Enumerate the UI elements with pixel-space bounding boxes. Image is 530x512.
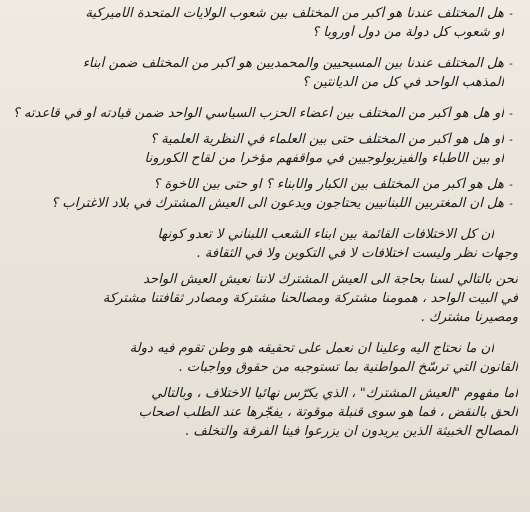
question-line-continuation [10, 23, 518, 42]
question-line [10, 130, 518, 149]
line-text: ان كل الاختلافات القائمة بين ابناء الشعب اللبناني لا تعدو كونها [157, 227, 494, 242]
bullet-dash: - [509, 7, 513, 20]
bullet-dash: - [509, 133, 513, 146]
line-text: أما مفهوم "العيش المشترك" ، الذي يكرّس نهائياً الاختلاف ، وبالتالي [151, 386, 518, 401]
line-text: القانون التي ترسّخ المواطنية بما تستوجبه من حقوق وواجبات . [178, 360, 518, 375]
line-text: في البيت الواحد ، همومنا مشتركة ومصالحنا مشتركة ومصادر ثقافتنا مشتركة [102, 291, 518, 306]
paragraph-line [10, 244, 518, 263]
line-text: ان ما نحتاج اليه وعلينا ان نعمل على تحقيقه هو وطن تقوم فيه دولة [129, 341, 494, 356]
line-text: هل المختلف عندنا هو أكبر من المختلف بين شعوب الولايات المتحدة الأميركية [85, 6, 504, 21]
question-line [10, 175, 518, 194]
line-text: المذهب الواحد في كل من الديانتين ؟ [301, 75, 504, 90]
line-text: أو هل هو أكبر من المختلف بين أعضاء الحزب السياسي الواحد ضمن قيادته أو في قاعدته ؟ [12, 106, 504, 121]
question-line [10, 4, 518, 23]
line-text: الحق بالنقض ، فما هو سوى قنبلة موقوتة ، يفجّرها عند الطلب أصحاب [138, 405, 518, 420]
bullet-dash: - [509, 178, 513, 191]
line-text: المصالح الخبيثة الذين يريدون ان يزرعوا فينا الفرقة والتخلف . [184, 424, 518, 439]
paragraph-line [10, 339, 518, 358]
question-line [10, 194, 518, 213]
line-text: او شعوب كل دولة من دول أوروبا ؟ [312, 25, 504, 40]
line-text: أو هل هو أكبر من المختلف حتى بين العلماء في النظرية العلمية ؟ [149, 132, 504, 147]
question-line [10, 104, 518, 123]
question-line-continuation [10, 149, 518, 168]
bullet-dash: - [509, 57, 513, 70]
paragraph-line [10, 289, 518, 308]
paragraph-line [10, 403, 518, 422]
question-line [10, 54, 518, 73]
line-text: ومصيرنا مشترك . [420, 310, 518, 325]
paragraph-line [10, 358, 518, 377]
line-text: هل المختلف عندنا بين المسيحيين والمحمديين هو أكبر من المختلف ضمن أبناء [82, 56, 504, 71]
bullet-dash: - [509, 197, 513, 210]
bullet-dash: - [509, 107, 513, 120]
line-text: هل هو أكبر من المختلف بين الكبار والأبناء ؟ او حتى بين الأخوة ؟ [153, 177, 504, 192]
line-text: او بين الأطباء والفيزيولوجيين في مواقفهم مؤخراً من لقاح الكورونا [144, 151, 504, 166]
paragraph-line [10, 308, 518, 327]
question-line-continuation [10, 73, 518, 92]
line-text: وجهات نظر وليست اختلافات لا في التكوين ولا في الثقافة . [196, 246, 518, 261]
paragraph-line [10, 270, 518, 289]
paragraph-line [10, 422, 518, 441]
paragraph-line [10, 225, 518, 244]
paragraph-line [10, 384, 518, 403]
line-text: نحن بالتالي لسنا بحاجة الى العيش المشترك لاننا نعيش العيش الواحد [143, 272, 518, 287]
line-text: هل ان المغتربين اللبنانيين يحتاجون ويدعون الى العيش المشترك في بلاد الاغتراب ؟ [51, 196, 504, 211]
